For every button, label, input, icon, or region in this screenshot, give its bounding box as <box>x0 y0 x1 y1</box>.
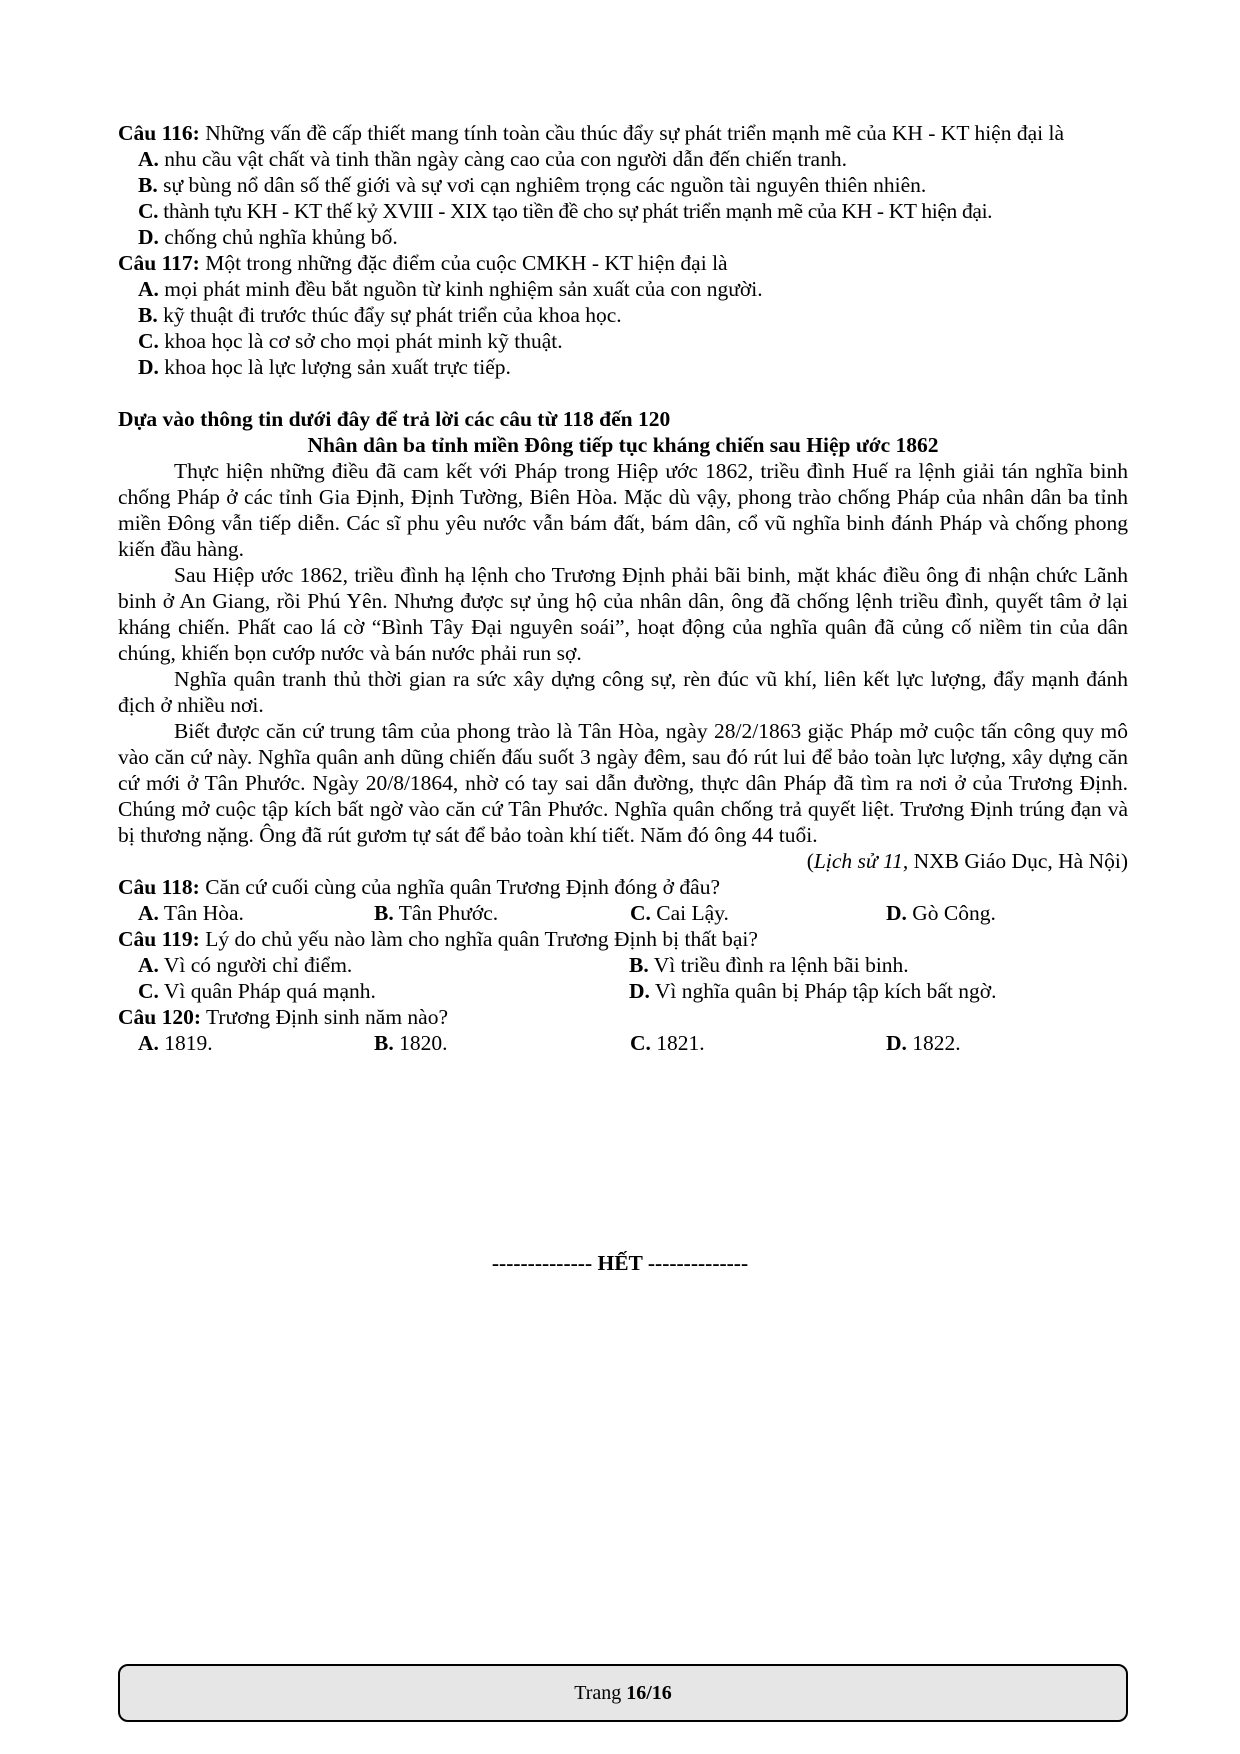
option-b <box>374 1030 630 1056</box>
option-letter: D. <box>138 355 159 379</box>
option-b <box>138 172 1128 198</box>
option-letter: B. <box>629 953 649 977</box>
option-text: khoa học là lực lượng sản xuất trực tiếp. <box>158 355 511 379</box>
option-c <box>630 1030 886 1056</box>
question-label: Câu 119: <box>118 927 200 951</box>
option-text: sự bùng nổ dân số thế giới và sự vơi cạn nghiêm trọng các nguồn tài nguyên thiên nhiên. <box>157 173 927 197</box>
question-text: Trương Định sinh năm nào? <box>201 1005 449 1029</box>
option-text: Vì quân Pháp quá mạnh. <box>158 979 376 1003</box>
option-letter: A. <box>138 953 159 977</box>
option-letter: C. <box>138 199 159 223</box>
option-a <box>138 146 1128 172</box>
question-label: Câu 116: <box>118 121 200 145</box>
question-label: Câu 117: <box>118 251 200 275</box>
option-a <box>138 1030 374 1056</box>
question-text: Căn cứ cuối cùng của nghĩa quân Trương Định đóng ở đâu? <box>199 875 721 899</box>
option-text: 1821. <box>650 1031 705 1055</box>
footer-prefix: Trang <box>574 1682 627 1704</box>
option-b <box>629 952 1128 978</box>
option-d <box>138 224 1128 250</box>
option-text: 1820. <box>393 1031 448 1055</box>
option-letter: C. <box>630 901 651 925</box>
option-letter: B. <box>138 173 158 197</box>
question-119 <box>118 926 1128 952</box>
passage-paragraph: Nghĩa quân tranh thủ thời gian ra sức xây dựng công sự, rèn đúc vũ khí, liên kết lực lượng, đẩy mạnh đánh địch ở nhiều nơi. <box>118 667 1128 717</box>
option-text: Vì triều đình ra lệnh bãi binh. <box>648 953 909 977</box>
options-row <box>138 978 1128 1004</box>
option-letter: C. <box>138 329 159 353</box>
passage-paragraph: Biết được căn cứ trung tâm của phong trào là Tân Hòa, ngày 28/2/1863 giặc Pháp mở cuộc tấn công quy mô vào căn cứ này. Nghĩa quân anh dũng chiến đấu suốt 3 ngày đêm, sau đó rút lui để bảo toàn lực lượng, xây dựng căn cứ mới ở Tân Phước. Ngày 20/8/1864, nhờ có tay sai dẫn đường, thực dân Pháp đã tìm ra nơi ở của Trương Định. Chúng mở cuộc tập kích bất ngờ vào căn cứ Tân Phước. Nghĩa quân chống trả quyết liệt. Trương Định trúng đạn và bị thương nặng. Ông đã rút gươm tự sát để bảo toàn khí tiết. Năm đó ông 44 tuổi. <box>118 719 1128 847</box>
option-letter: D. <box>138 225 159 249</box>
option-text: Vì có người chỉ điểm. <box>158 953 353 977</box>
question-text: Một trong những đặc điểm của cuộc CMKH - KT hiện đại là <box>199 251 728 275</box>
question-label: Câu 118: <box>118 875 200 899</box>
option-text: Tân Phước. <box>393 901 499 925</box>
source-rest: , NXB Giáo Dục, Hà Nội) <box>902 849 1128 873</box>
option-text: 1819. <box>158 1031 213 1055</box>
option-letter: C. <box>138 979 159 1003</box>
option-text: Cai Lậy. <box>650 901 729 925</box>
option-text: Vì nghĩa quân bị Pháp tập kích bất ngờ. <box>649 979 997 1003</box>
question-text: Những vấn đề cấp thiết mang tính toàn cầu thúc đẩy sự phát triển mạnh mẽ của KH - KT hiện đại là <box>199 121 1064 145</box>
passage-paragraph: Thực hiện những điều đã cam kết với Pháp trong Hiệp ước 1862, triều đình Huế ra lệnh giải tán nghĩa binh chống Pháp ở các tỉnh Gia Định, Định Tường, Biên Hòa. Mặc dù vậy, phong trào chống Pháp của nhân dân ba tỉnh miền Đông vẫn tiếp diễn. Các sĩ phu yêu nước vẫn bám đất, bám dân, cổ vũ nghĩa binh đánh Pháp và chống phong kiến đầu hàng. <box>118 459 1128 561</box>
question-120 <box>118 1004 1128 1030</box>
question-116 <box>118 120 1128 146</box>
question-text: Lý do chủ yếu nào làm cho nghĩa quân Trương Định bị thất bại? <box>199 927 758 951</box>
option-text: thành tựu KH - KT thế kỷ XVIII - XIX tạo tiền đề cho sự phát triển mạnh mẽ của KH - KT hiện đại. <box>158 199 993 223</box>
question-118 <box>118 874 1128 900</box>
option-letter: D. <box>886 901 907 925</box>
option-d <box>138 354 1128 380</box>
option-c <box>138 328 1128 354</box>
option-a <box>138 900 374 926</box>
option-text: Gò Công. <box>906 901 996 925</box>
options-row <box>138 1030 1128 1056</box>
option-c <box>630 900 886 926</box>
option-text: Tân Hòa. <box>158 901 244 925</box>
options-row <box>138 952 1128 978</box>
spacer <box>118 380 1128 406</box>
page-number: 16/16 <box>626 1682 672 1704</box>
source-open: ( <box>806 849 814 873</box>
option-b <box>138 302 1128 328</box>
page-footer <box>118 1664 1128 1722</box>
option-d <box>629 978 1128 1004</box>
passage-instruction: Dựa vào thông tin dưới đây để trả lời các câu từ 118 đến 120 <box>118 407 671 431</box>
exam-content <box>118 120 1128 1056</box>
option-b <box>374 900 630 926</box>
option-d <box>886 1030 1086 1056</box>
option-text: khoa học là cơ sở cho mọi phát minh kỹ thuật. <box>158 329 563 353</box>
option-letter: A. <box>138 277 159 301</box>
end-marker: -------------- HẾT -------------- <box>491 1251 749 1275</box>
option-c <box>138 978 629 1004</box>
option-letter: C. <box>630 1031 651 1055</box>
option-text: nhu cầu vật chất và tinh thần ngày càng cao của con người dẫn đến chiến tranh. <box>158 147 847 171</box>
option-letter: B. <box>374 901 394 925</box>
option-a <box>138 276 1128 302</box>
option-letter: D. <box>629 979 650 1003</box>
option-text: kỹ thuật đi trước thúc đẩy sự phát triển của khoa học. <box>157 303 622 327</box>
option-letter: D. <box>886 1031 907 1055</box>
option-letter: A. <box>138 901 159 925</box>
passage-title: Nhân dân ba tỉnh miền Đông tiếp tục kháng chiến sau Hiệp ước 1862 <box>307 433 939 457</box>
question-117 <box>118 250 1128 276</box>
question-label: Câu 120: <box>118 1005 202 1029</box>
option-c <box>138 198 1128 224</box>
option-a <box>138 952 629 978</box>
option-text: mọi phát minh đều bắt nguồn từ kinh nghiệm sản xuất của con người. <box>158 277 763 301</box>
passage-source <box>118 848 1128 874</box>
option-letter: B. <box>374 1031 394 1055</box>
source-title: Lịch sử 11 <box>813 849 903 873</box>
option-letter: A. <box>138 147 159 171</box>
option-letter: A. <box>138 1031 159 1055</box>
option-letter: B. <box>138 303 158 327</box>
options-row <box>138 900 1128 926</box>
option-text: chống chủ nghĩa khủng bố. <box>158 225 398 249</box>
passage-paragraph: Sau Hiệp ước 1862, triều đình hạ lệnh cho Trương Định phải bãi binh, mặt khác điều ông đi nhận chức Lãnh binh ở An Giang, rồi Phú Yên. Nhưng được sự ủng hộ của nhân dân, ông đã chống lệnh triều đình, quyết tâm ở lại kháng chiến. Phất cao lá cờ “Bình Tây Đại nguyên soái”, hoạt động của nghĩa quân đã củng cố niềm tin của dân chúng, khiến bọn cướp nước và bán nước phải run sợ. <box>118 563 1128 665</box>
option-d <box>886 900 1086 926</box>
option-text: 1822. <box>906 1031 961 1055</box>
